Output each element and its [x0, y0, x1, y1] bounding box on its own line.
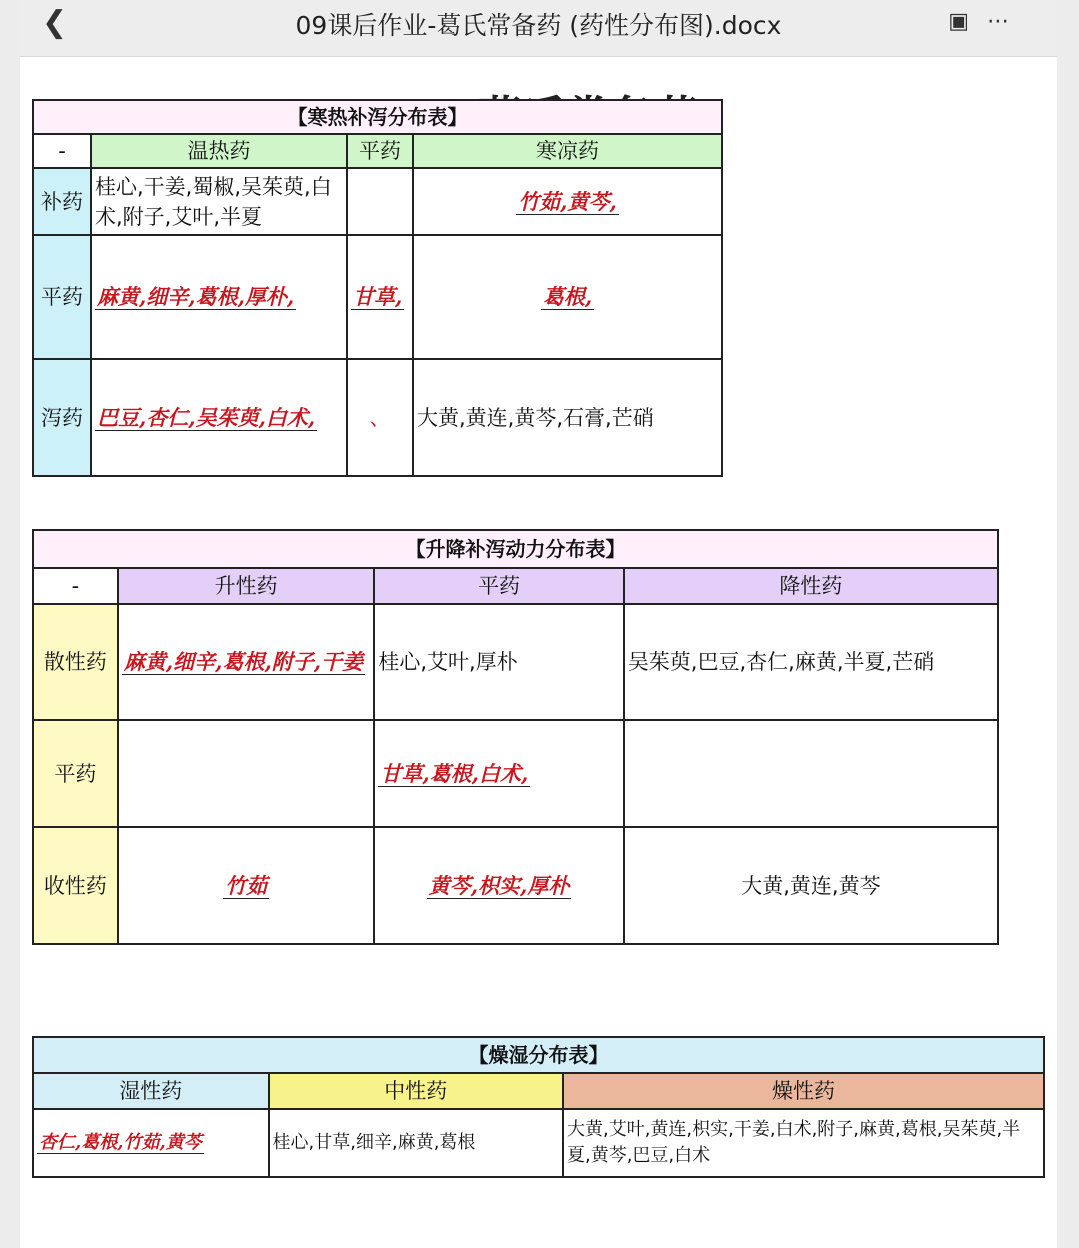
cell-neutral-neutral: 甘草,葛根,白术, [374, 720, 623, 827]
cell-damp: 杏仁,葛根,竹茹,黄芩 [33, 1109, 269, 1177]
col-header-neutral: 平药 [347, 134, 413, 168]
toolbar-actions [948, 9, 1027, 34]
table-title: 【寒热补泻分布表】 [33, 100, 722, 134]
app-toolbar [20, 0, 1057, 57]
cell-neutral-rising [118, 720, 374, 827]
dry-damp-table [32, 1036, 1045, 1178]
cell-purge-cold: 大黄,黄连,黄芩,石膏,芒硝 [413, 359, 722, 476]
col-header-neutral: 平药 [374, 568, 623, 604]
cell-neutral-cold: 葛根, [413, 235, 722, 359]
col-header-dry: 燥性药 [563, 1073, 1044, 1109]
cell-dry: 大黄,艾叶,黄连,枳实,干姜,白术,附子,麻黄,葛根,吴茱萸,半夏,黄芩,巴豆,白术 [563, 1109, 1044, 1177]
col-header-cold: 寒凉药 [413, 134, 722, 168]
col-header-damp: 湿性药 [33, 1073, 269, 1109]
more-icon[interactable]: ⋯ [987, 9, 1027, 34]
cell-purge-warm: 巴豆,杏仁,吴茱萸,白术, [91, 359, 347, 476]
row-header-neutral: 平药 [33, 235, 91, 359]
cell-purge-neutral: 、 [347, 359, 413, 476]
cell-neutral-warm: 麻黄,细辛,葛根,厚朴, [91, 235, 347, 359]
col-header-falling: 降性药 [624, 568, 998, 604]
cell-neutral-neutral: 甘草, [347, 235, 413, 359]
rise-fall-table [32, 529, 999, 945]
table-title: 【升降补泻动力分布表】 [33, 530, 998, 568]
row-header-purge: 泻药 [33, 359, 91, 476]
col-header-warm: 温热药 [91, 134, 347, 168]
row-header-dispersing: 散性药 [33, 604, 118, 720]
cell-neutral-falling [624, 720, 998, 827]
cell-dispersing-falling: 吴茱萸,巴豆,杏仁,麻黄,半夏,芒硝 [624, 604, 998, 720]
row-header-neutral: 平药 [33, 720, 118, 827]
reader-mode-icon[interactable]: ▣ [948, 9, 987, 34]
table-title: 【燥湿分布表】 [33, 1037, 1044, 1073]
cell-astringent-falling: 大黄,黄连,黄芩 [624, 827, 998, 944]
col-header-middle: 中性药 [269, 1073, 563, 1109]
document-page [20, 57, 1057, 1248]
cell-astringent-neutral: 黄芩,枳实,厚朴 [374, 827, 623, 944]
row-header-astringent: 收性药 [33, 827, 118, 944]
back-icon[interactable]: ❮ [42, 5, 68, 40]
cell-dispersing-neutral: 桂心,艾叶,厚朴 [374, 604, 623, 720]
cell-tonify-warm: 桂心,干姜,蜀椒,吴茱萸,白术,附子,艾叶,半夏 [91, 168, 347, 235]
cell-tonify-neutral [347, 168, 413, 235]
corner-cell: - [33, 134, 91, 168]
col-header-rising: 升性药 [118, 568, 374, 604]
cell-dispersing-rising: 麻黄,细辛,葛根,附子,干姜 [118, 604, 374, 720]
document-filename: 09课后作业-葛氏常备药 (药性分布图).docx [295, 11, 782, 40]
cold-heat-table [32, 99, 723, 477]
cell-astringent-rising: 竹茹 [118, 827, 374, 944]
cell-middle: 桂心,甘草,细辛,麻黄,葛根 [269, 1109, 563, 1177]
row-header-tonify: 补药 [33, 168, 91, 235]
cell-tonify-cold: 竹茹,黄芩, [413, 168, 722, 235]
corner-cell: - [33, 568, 118, 604]
